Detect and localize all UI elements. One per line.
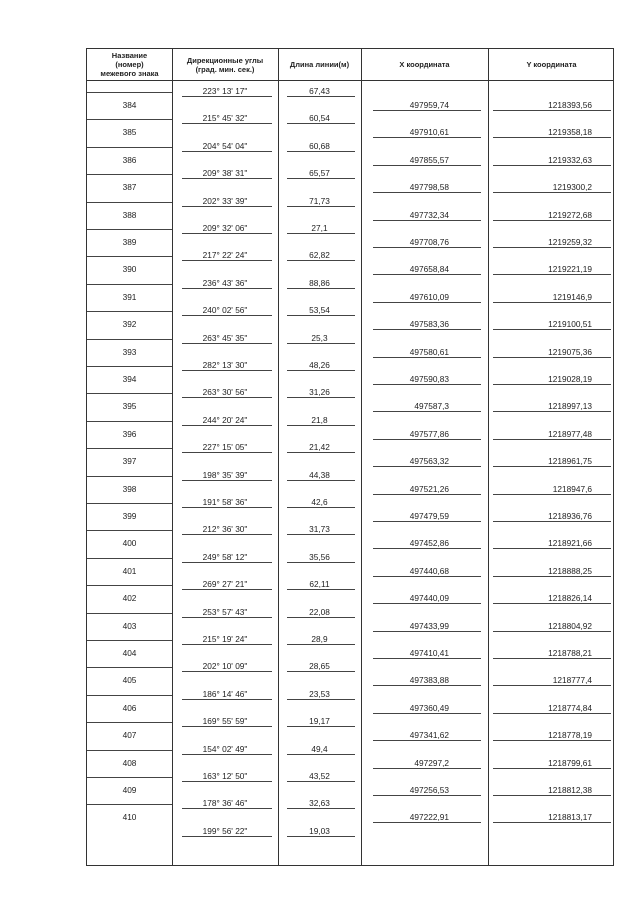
segment-angle: 263° 45' 35" bbox=[202, 332, 248, 343]
row-rule bbox=[182, 206, 272, 207]
point-y: 1219146,9 bbox=[552, 291, 592, 302]
row-rule bbox=[493, 521, 611, 522]
point-name: 397 bbox=[122, 456, 137, 467]
coordinates-table bbox=[86, 48, 614, 866]
row-rule bbox=[87, 558, 172, 559]
row-rule bbox=[87, 339, 172, 340]
point-y: 1219221,19 bbox=[548, 264, 592, 275]
row-rule bbox=[373, 329, 481, 330]
segment-length: 62,82 bbox=[309, 250, 330, 261]
row-rule bbox=[87, 503, 172, 504]
row-rule bbox=[373, 603, 481, 604]
point-x: 497708,76 bbox=[409, 237, 449, 247]
point-y: 1218936,76 bbox=[548, 511, 592, 521]
point-name: 394 bbox=[122, 374, 137, 384]
segment-angle: 212° 36' 30" bbox=[202, 524, 248, 535]
row-rule bbox=[373, 494, 481, 495]
point-x: 497479,59 bbox=[409, 511, 449, 521]
row-rule bbox=[87, 256, 172, 257]
row-rule bbox=[87, 202, 172, 203]
row-rule bbox=[182, 781, 272, 782]
row-rule bbox=[182, 288, 272, 289]
point-name: 407 bbox=[122, 730, 137, 741]
point-name: 393 bbox=[122, 346, 137, 357]
column-divider bbox=[488, 49, 489, 865]
segment-angle: 163° 12' 50" bbox=[202, 771, 248, 781]
segment-length: 65,57 bbox=[309, 168, 330, 179]
row-rule bbox=[287, 370, 355, 371]
row-rule bbox=[493, 357, 611, 358]
segment-length: 19,17 bbox=[309, 716, 330, 727]
row-rule bbox=[87, 530, 172, 531]
header-x: X координата bbox=[399, 60, 450, 69]
row-rule bbox=[373, 631, 481, 632]
point-y: 1218813,17 bbox=[548, 812, 592, 823]
segment-length: 88,86 bbox=[309, 277, 330, 288]
segment-length: 19,03 bbox=[309, 825, 330, 836]
row-rule bbox=[493, 165, 611, 166]
point-name: 400 bbox=[122, 538, 137, 549]
segment-length: 32,63 bbox=[309, 798, 330, 809]
row-rule bbox=[182, 480, 272, 481]
segment-length: 44,38 bbox=[309, 469, 330, 480]
point-y: 1219358,18 bbox=[548, 127, 592, 138]
row-rule bbox=[373, 740, 481, 741]
point-name: 401 bbox=[122, 565, 137, 576]
point-x: 497360,49 bbox=[409, 702, 449, 713]
point-x: 497410,41 bbox=[409, 648, 449, 658]
segment-angle: 263° 30' 56" bbox=[202, 387, 248, 398]
point-x: 497587,3 bbox=[414, 401, 449, 412]
row-rule bbox=[373, 357, 481, 358]
point-x: 497910,61 bbox=[409, 127, 449, 138]
segment-angle: 202° 10' 09" bbox=[202, 661, 248, 672]
point-name: 391 bbox=[122, 291, 137, 302]
point-name: 386 bbox=[122, 154, 137, 165]
segment-angle: 236° 43' 36" bbox=[202, 277, 248, 288]
point-y: 1218826,14 bbox=[548, 593, 592, 604]
row-rule bbox=[287, 151, 355, 152]
point-x: 497383,88 bbox=[409, 675, 449, 686]
row-rule bbox=[373, 137, 481, 138]
row-rule bbox=[493, 576, 611, 577]
row-rule bbox=[287, 726, 355, 727]
row-rule bbox=[182, 562, 272, 563]
row-rule bbox=[373, 192, 481, 193]
segment-length: 25,3 bbox=[311, 332, 328, 343]
point-x: 497452,86 bbox=[409, 538, 449, 549]
row-rule bbox=[493, 220, 611, 221]
point-y: 1219272,68 bbox=[548, 209, 592, 220]
row-rule bbox=[287, 260, 355, 261]
segment-length: 60,54 bbox=[309, 113, 330, 124]
row-rule bbox=[87, 92, 172, 93]
row-rule bbox=[287, 781, 355, 782]
row-rule bbox=[287, 233, 355, 234]
segment-length: 43,52 bbox=[309, 771, 330, 781]
row-rule bbox=[287, 178, 355, 179]
row-rule bbox=[373, 768, 481, 769]
row-rule bbox=[182, 233, 272, 234]
row-rule bbox=[182, 507, 272, 508]
row-rule bbox=[287, 480, 355, 481]
point-name: 385 bbox=[122, 127, 137, 138]
row-rule bbox=[87, 667, 172, 668]
point-x: 497610,09 bbox=[409, 291, 449, 302]
row-rule bbox=[373, 521, 481, 522]
row-rule bbox=[287, 343, 355, 344]
point-x: 497798,58 bbox=[409, 182, 449, 193]
row-rule bbox=[287, 507, 355, 508]
point-y: 1219300,2 bbox=[552, 182, 592, 193]
row-rule bbox=[493, 384, 611, 385]
row-rule bbox=[373, 822, 481, 823]
row-rule bbox=[373, 384, 481, 385]
segment-length: 48,26 bbox=[309, 360, 330, 370]
row-rule bbox=[287, 836, 355, 837]
row-rule bbox=[182, 644, 272, 645]
segment-length: 28,9 bbox=[311, 634, 328, 644]
point-y: 1219075,36 bbox=[548, 346, 592, 357]
row-rule bbox=[87, 750, 172, 751]
row-rule bbox=[373, 466, 481, 467]
row-rule bbox=[87, 147, 172, 148]
point-y: 1218778,19 bbox=[548, 730, 592, 741]
row-rule bbox=[373, 110, 481, 111]
segment-angle: 215° 45' 32" bbox=[202, 113, 248, 124]
row-rule bbox=[373, 274, 481, 275]
point-y: 1218812,38 bbox=[548, 785, 592, 795]
point-name: 395 bbox=[122, 401, 137, 412]
point-y: 1218977,48 bbox=[548, 428, 592, 439]
row-rule bbox=[87, 284, 172, 285]
row-rule bbox=[87, 421, 172, 422]
row-rule bbox=[287, 534, 355, 535]
row-rule bbox=[287, 808, 355, 809]
point-x: 497583,36 bbox=[409, 319, 449, 330]
row-rule bbox=[287, 96, 355, 97]
header-angle: Дирекционные углы (град. мин. сек.) bbox=[186, 55, 264, 74]
row-rule bbox=[493, 713, 611, 714]
row-rule bbox=[493, 795, 611, 796]
point-name: 390 bbox=[122, 264, 137, 275]
segment-length: 31,73 bbox=[309, 524, 330, 535]
row-rule bbox=[493, 685, 611, 686]
header-y: Y координата bbox=[526, 60, 577, 69]
row-rule bbox=[373, 165, 481, 166]
row-rule bbox=[287, 425, 355, 426]
row-rule bbox=[182, 260, 272, 261]
segment-angle: 269° 27' 21" bbox=[202, 579, 248, 590]
row-rule bbox=[287, 589, 355, 590]
point-name: 389 bbox=[122, 237, 137, 247]
row-rule bbox=[287, 562, 355, 563]
segment-angle: 244° 20' 24" bbox=[202, 414, 248, 425]
point-name: 405 bbox=[122, 675, 137, 686]
row-rule bbox=[182, 343, 272, 344]
point-x: 497855,57 bbox=[409, 154, 449, 165]
row-rule bbox=[493, 822, 611, 823]
row-rule bbox=[182, 425, 272, 426]
row-rule bbox=[493, 548, 611, 549]
segment-angle: 282° 13' 30" bbox=[202, 360, 248, 370]
point-x: 497580,61 bbox=[409, 346, 449, 357]
row-rule bbox=[87, 585, 172, 586]
row-rule bbox=[87, 229, 172, 230]
row-rule bbox=[493, 110, 611, 111]
segment-length: 22,08 bbox=[309, 606, 330, 617]
row-rule bbox=[87, 448, 172, 449]
row-rule bbox=[287, 315, 355, 316]
row-rule bbox=[373, 439, 481, 440]
point-y: 1218888,25 bbox=[548, 565, 592, 576]
point-name: 384 bbox=[122, 100, 137, 110]
point-x: 497297,2 bbox=[414, 757, 449, 768]
segment-angle: 227° 15' 05" bbox=[202, 442, 248, 453]
row-rule bbox=[287, 123, 355, 124]
point-name: 387 bbox=[122, 182, 137, 193]
point-name: 403 bbox=[122, 620, 137, 631]
segment-length: 23,53 bbox=[309, 688, 330, 699]
row-rule bbox=[87, 393, 172, 394]
point-name: 402 bbox=[122, 593, 137, 604]
point-x: 497440,68 bbox=[409, 565, 449, 576]
point-x: 497222,91 bbox=[409, 812, 449, 823]
row-rule bbox=[493, 247, 611, 248]
segment-length: 62,11 bbox=[309, 579, 330, 590]
segment-angle: 169° 55' 59" bbox=[202, 716, 248, 727]
row-rule bbox=[287, 206, 355, 207]
point-y: 1218804,92 bbox=[548, 620, 592, 631]
row-rule bbox=[373, 713, 481, 714]
point-x: 497658,84 bbox=[409, 264, 449, 275]
row-rule bbox=[182, 370, 272, 371]
row-rule bbox=[87, 640, 172, 641]
segment-angle: 240° 02' 56" bbox=[202, 305, 248, 316]
point-y: 1218997,13 bbox=[548, 401, 592, 412]
row-rule bbox=[287, 288, 355, 289]
row-rule bbox=[182, 178, 272, 179]
point-name: 409 bbox=[122, 785, 137, 795]
row-rule bbox=[182, 617, 272, 618]
row-rule bbox=[493, 137, 611, 138]
row-rule bbox=[182, 397, 272, 398]
point-y: 1218961,75 bbox=[548, 456, 592, 467]
segment-angle: 186° 14' 46" bbox=[202, 688, 248, 699]
row-rule bbox=[182, 452, 272, 453]
row-rule bbox=[373, 302, 481, 303]
row-rule bbox=[182, 315, 272, 316]
header-divider bbox=[87, 80, 613, 81]
row-rule bbox=[493, 658, 611, 659]
point-x: 497563,32 bbox=[409, 456, 449, 467]
point-x: 497577,86 bbox=[409, 428, 449, 439]
point-name: 408 bbox=[122, 757, 137, 768]
point-y: 1219332,63 bbox=[548, 154, 592, 165]
segment-angle: 202° 33' 39" bbox=[202, 195, 248, 206]
point-name: 410 bbox=[122, 812, 137, 823]
row-rule bbox=[493, 439, 611, 440]
point-name: 404 bbox=[122, 648, 137, 658]
row-rule bbox=[87, 804, 172, 805]
segment-length: 67,43 bbox=[309, 86, 330, 96]
row-rule bbox=[493, 192, 611, 193]
point-x: 497732,34 bbox=[409, 209, 449, 220]
segment-angle: 178° 36' 46" bbox=[202, 798, 248, 809]
row-rule bbox=[182, 808, 272, 809]
point-y: 1218921,66 bbox=[548, 538, 592, 549]
row-rule bbox=[373, 548, 481, 549]
row-rule bbox=[493, 740, 611, 741]
segment-length: 60,68 bbox=[309, 140, 330, 151]
point-x: 497256,53 bbox=[409, 785, 449, 795]
header-name: Название (номер) межевого знака bbox=[100, 51, 159, 78]
point-name: 399 bbox=[122, 511, 137, 521]
point-name: 388 bbox=[122, 209, 137, 220]
point-x: 497959,74 bbox=[409, 100, 449, 110]
row-rule bbox=[287, 699, 355, 700]
row-rule bbox=[373, 576, 481, 577]
row-rule bbox=[287, 644, 355, 645]
row-rule bbox=[182, 589, 272, 590]
segment-angle: 199° 56' 22" bbox=[202, 825, 248, 836]
point-y: 1218777,4 bbox=[552, 675, 592, 686]
row-rule bbox=[182, 699, 272, 700]
segment-angle: 249° 58' 12" bbox=[202, 551, 248, 562]
point-y: 1218774,84 bbox=[548, 702, 592, 713]
row-rule bbox=[182, 836, 272, 837]
point-name: 392 bbox=[122, 319, 137, 330]
row-rule bbox=[373, 658, 481, 659]
row-rule bbox=[182, 671, 272, 672]
point-x: 497440,09 bbox=[409, 593, 449, 604]
segment-length: 28,65 bbox=[309, 661, 330, 672]
segment-angle: 191° 58' 36" bbox=[202, 497, 248, 507]
segment-length: 71,73 bbox=[309, 195, 330, 206]
row-rule bbox=[87, 119, 172, 120]
row-rule bbox=[493, 603, 611, 604]
point-name: 398 bbox=[122, 483, 137, 494]
row-rule bbox=[87, 777, 172, 778]
row-rule bbox=[182, 754, 272, 755]
row-rule bbox=[87, 311, 172, 312]
point-x: 497590,83 bbox=[409, 374, 449, 384]
row-rule bbox=[87, 476, 172, 477]
segment-angle: 209° 32' 06" bbox=[202, 223, 248, 233]
segment-angle: 154° 02' 49" bbox=[202, 743, 248, 754]
segment-angle: 253° 57' 43" bbox=[202, 606, 248, 617]
row-rule bbox=[182, 151, 272, 152]
row-rule bbox=[493, 329, 611, 330]
point-y: 1219100,51 bbox=[548, 319, 592, 330]
row-rule bbox=[182, 123, 272, 124]
row-rule bbox=[182, 534, 272, 535]
row-rule bbox=[287, 617, 355, 618]
point-y: 1218393,56 bbox=[548, 100, 592, 110]
segment-angle: 223° 13' 17" bbox=[202, 86, 248, 96]
row-rule bbox=[373, 411, 481, 412]
segment-length: 35,56 bbox=[309, 551, 330, 562]
segment-length: 31,26 bbox=[309, 387, 330, 398]
segment-length: 42,6 bbox=[311, 497, 328, 507]
segment-length: 21,8 bbox=[311, 414, 328, 425]
row-rule bbox=[87, 366, 172, 367]
point-y: 1218788,21 bbox=[548, 648, 592, 658]
point-y: 1218947,6 bbox=[552, 483, 592, 494]
row-rule bbox=[493, 302, 611, 303]
row-rule bbox=[493, 768, 611, 769]
row-rule bbox=[87, 613, 172, 614]
segment-angle: 217° 22' 24" bbox=[202, 250, 248, 261]
point-y: 1219259,32 bbox=[548, 237, 592, 247]
row-rule bbox=[493, 494, 611, 495]
point-name: 396 bbox=[122, 428, 137, 439]
segment-length: 21,42 bbox=[309, 442, 330, 453]
row-rule bbox=[287, 754, 355, 755]
point-x: 497433,99 bbox=[409, 620, 449, 631]
row-rule bbox=[287, 397, 355, 398]
row-rule bbox=[493, 411, 611, 412]
row-rule bbox=[87, 695, 172, 696]
row-rule bbox=[493, 274, 611, 275]
row-rule bbox=[287, 452, 355, 453]
row-rule bbox=[373, 247, 481, 248]
row-rule bbox=[373, 685, 481, 686]
row-rule bbox=[182, 726, 272, 727]
segment-angle: 209° 38' 31" bbox=[202, 168, 248, 179]
point-y: 1219028,19 bbox=[548, 374, 592, 384]
row-rule bbox=[287, 671, 355, 672]
segment-angle: 198° 35' 39" bbox=[202, 469, 248, 480]
row-rule bbox=[373, 795, 481, 796]
row-rule bbox=[182, 96, 272, 97]
row-rule bbox=[373, 220, 481, 221]
row-rule bbox=[493, 466, 611, 467]
row-rule bbox=[87, 722, 172, 723]
row-rule bbox=[87, 174, 172, 175]
segment-length: 53,54 bbox=[309, 305, 330, 316]
segment-angle: 215° 19' 24" bbox=[202, 634, 248, 644]
point-x: 497521,26 bbox=[409, 483, 449, 494]
segment-length: 27,1 bbox=[311, 223, 328, 233]
header-length: Длина линии(м) bbox=[289, 60, 350, 69]
point-x: 497341,62 bbox=[409, 730, 449, 741]
segment-angle: 204° 54' 04" bbox=[202, 140, 248, 151]
row-rule bbox=[493, 631, 611, 632]
point-name: 406 bbox=[122, 702, 137, 713]
segment-length: 49,4 bbox=[311, 743, 328, 754]
point-y: 1218799,61 bbox=[548, 757, 592, 768]
